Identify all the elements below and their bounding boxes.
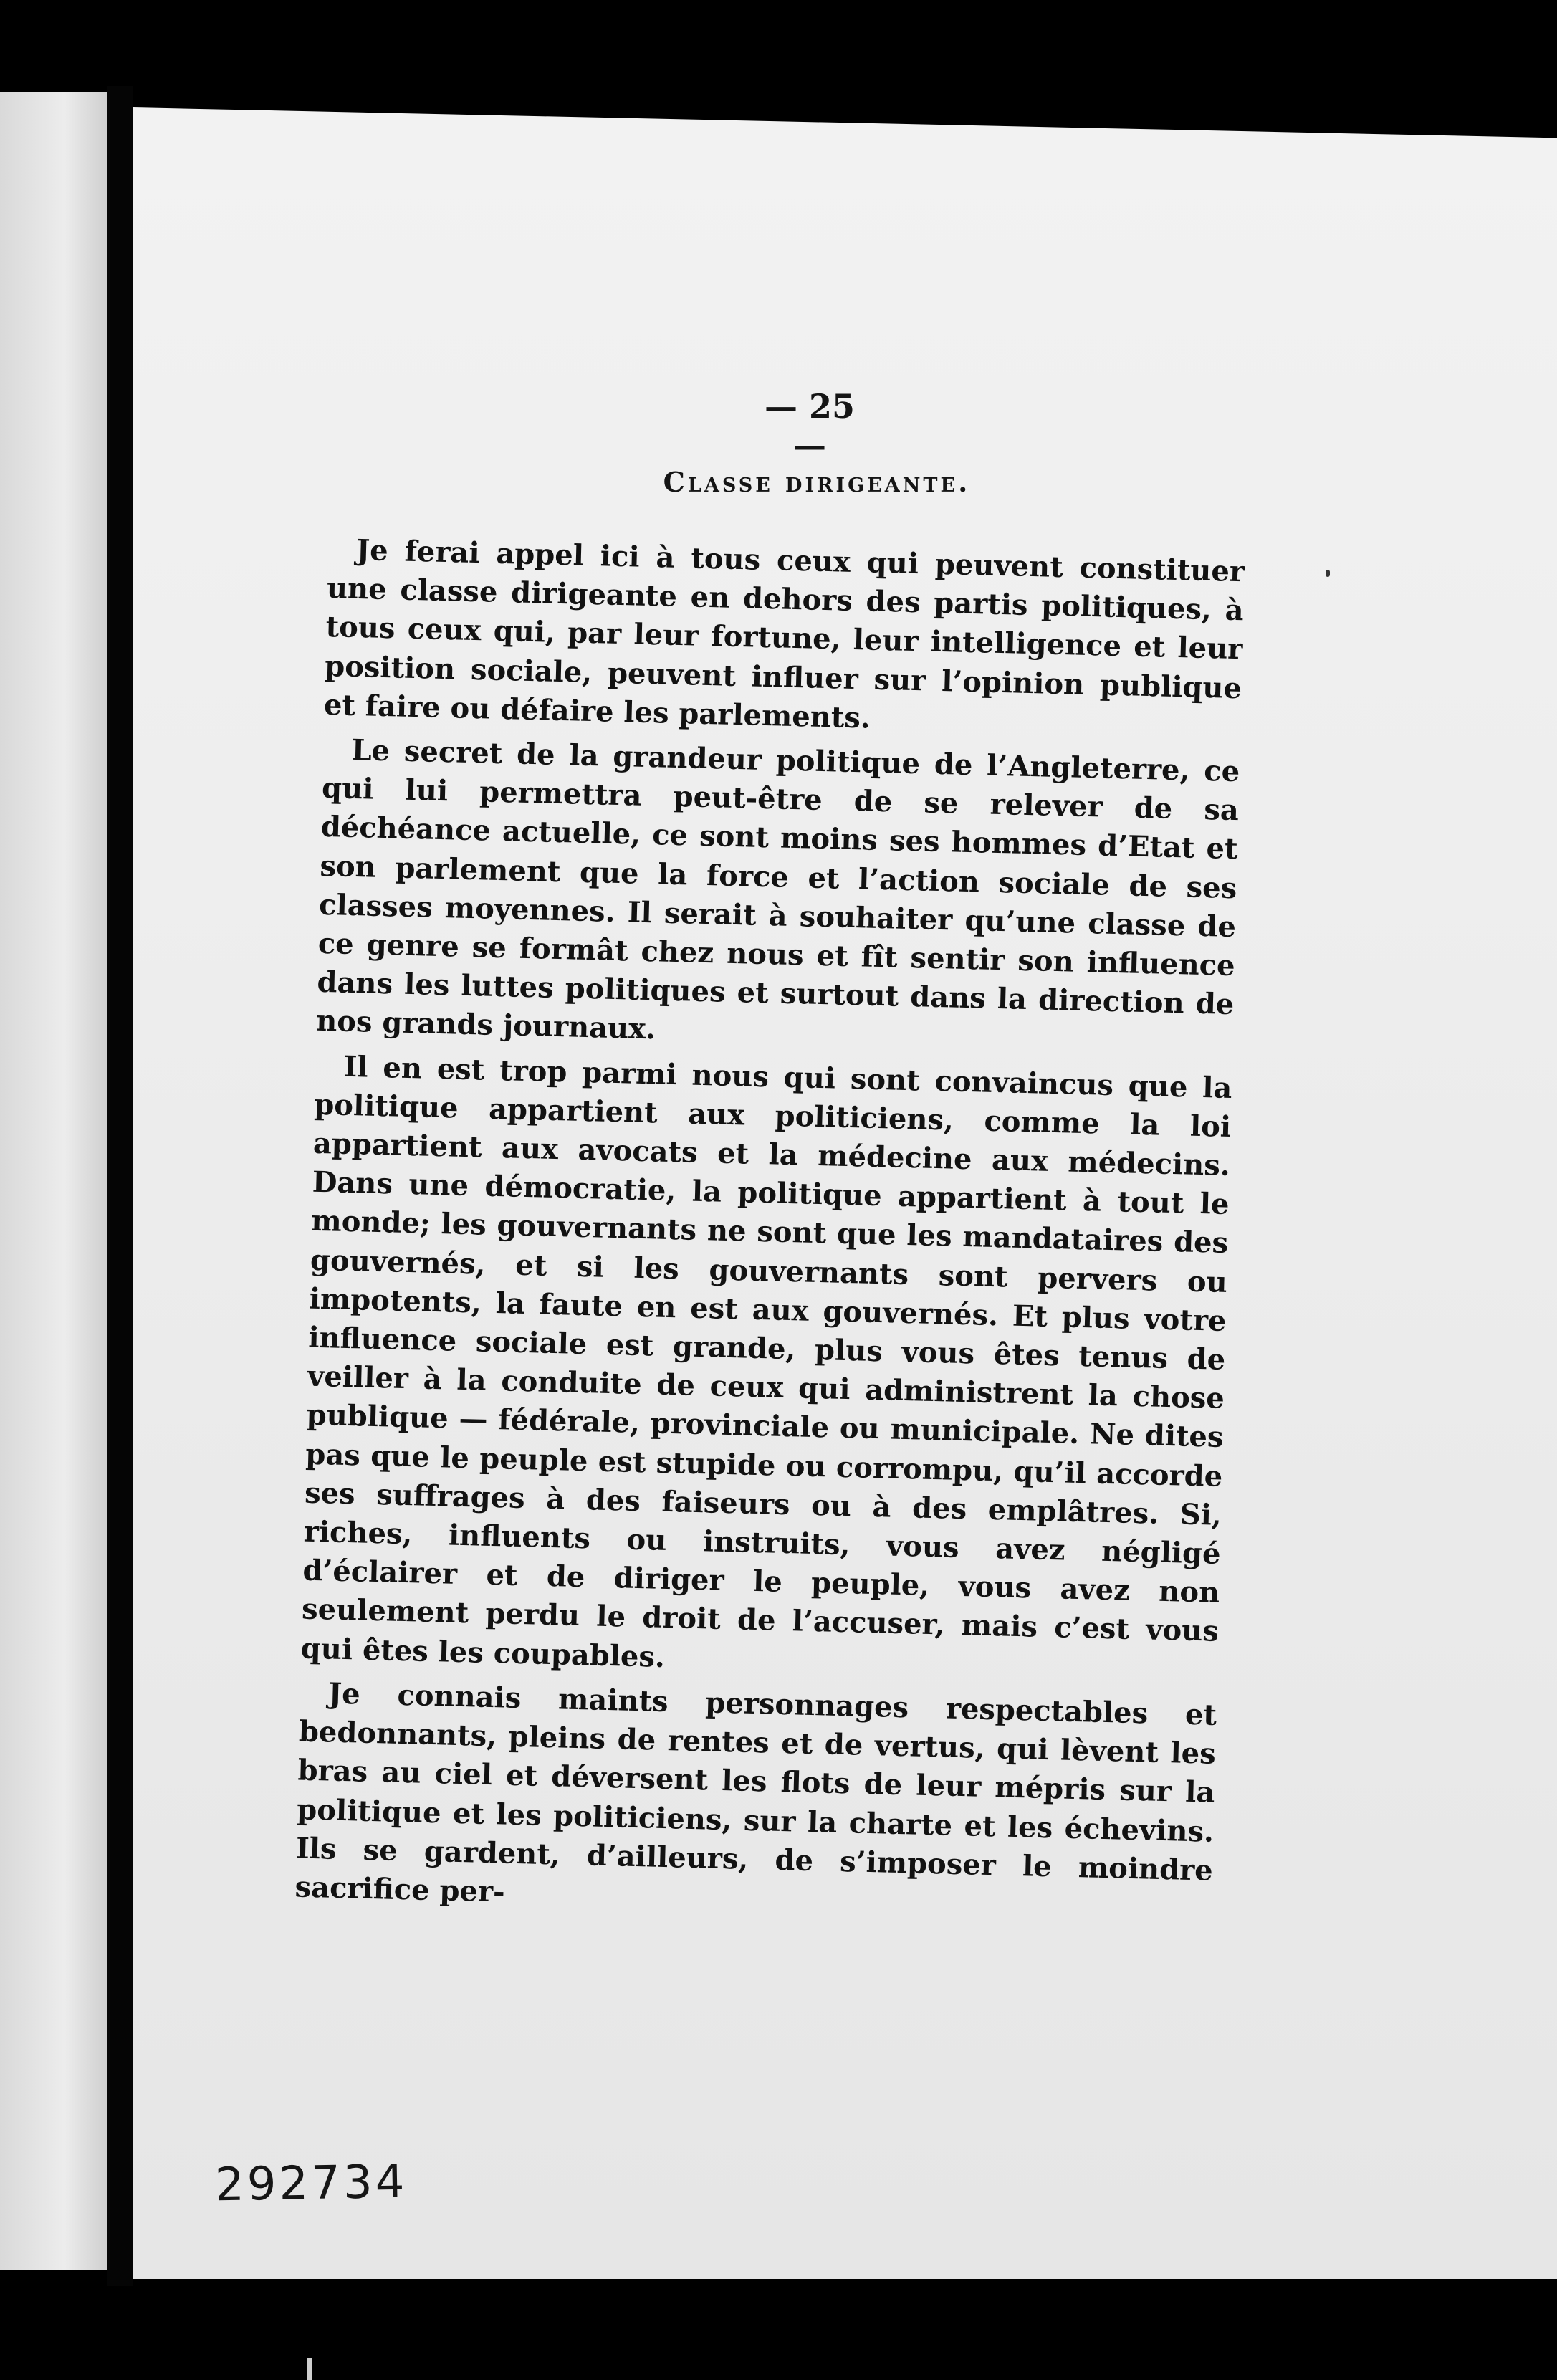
paragraph-3: Il en est trop parmi nous qui sont convaincus que la politique appartient aux politiciens, comme la loi appartient aux avocats et la médecine aux médecins. Dans une démocratie, la politique appartient à tout le monde; les gouvernants ne sont que les mandataires des gouvernés, et si les gouvernants sont pervers ou impotents, la faute en est aux gouvernés. Et plus votre influence sociale est grande, plus vous êtes tenus de veiller à la conduite de ceux qui administrent la chose publique — fédérale, provinciale ou municipale. Ne dites pas que le peuple est stupide ou corrompu, qu’il accorde ses suffrages à des faiseurs ou à des emplâtres. Si, riches, influents ou instruits, vous avez négligé d’éclairer et de diriger le peuple, vous avez non seulement perdu le droit de l’accuser, mais c’est vous qui êtes les coupables. bbox=[300, 1049, 1232, 1674]
page-number: — 25 — bbox=[764, 387, 856, 464]
paragraph-1: Je ferai appel ici à tous ceux qui peuvent constituer une classe dirigeante en dehors des partis politiques, à tous ceux qui, par leur fortune, leur intelligence et leur position sociale, peuvent influer sur l’opinion publique et faire ou défaire les parlements. bbox=[323, 532, 1245, 735]
dust-speck bbox=[1326, 570, 1330, 577]
handwritten-catalog-number: 292734 bbox=[214, 2155, 408, 2212]
section-heading: Classe dirigeante. bbox=[663, 466, 971, 498]
body-text bbox=[294, 530, 1245, 1935]
bottom-edge-mark bbox=[307, 2358, 312, 2380]
adjacent-page-edge bbox=[0, 92, 107, 2270]
paragraph-2: Le secret de la grandeur politique de l’Angleterre, ce qui lui permettra peut-être de se relever de sa déchéance actuelle, ce sont moins ses hommes d’Etat et son parlement que la force et l’action sociale de ses classes moyennes. Il serait à souhaiter qu’une classe de ce genre se formât chez nous et fît sentir son influence dans les luttes politiques et surtout dans la direction de nos grands journaux. bbox=[315, 732, 1240, 1046]
book-spine-shadow bbox=[107, 86, 133, 2286]
paragraph-4: Je connais maints personnages respectables et bedonnants, pleins de rentes et de vertus, qui lèvent les bras au ciel et déversent les flots de leur mépris sur la politique et les politiciens, sur la charte et les échevins. Ils se gardent, d’ailleurs, de s’imposer le moindre sacrifice per- bbox=[294, 1676, 1217, 1909]
